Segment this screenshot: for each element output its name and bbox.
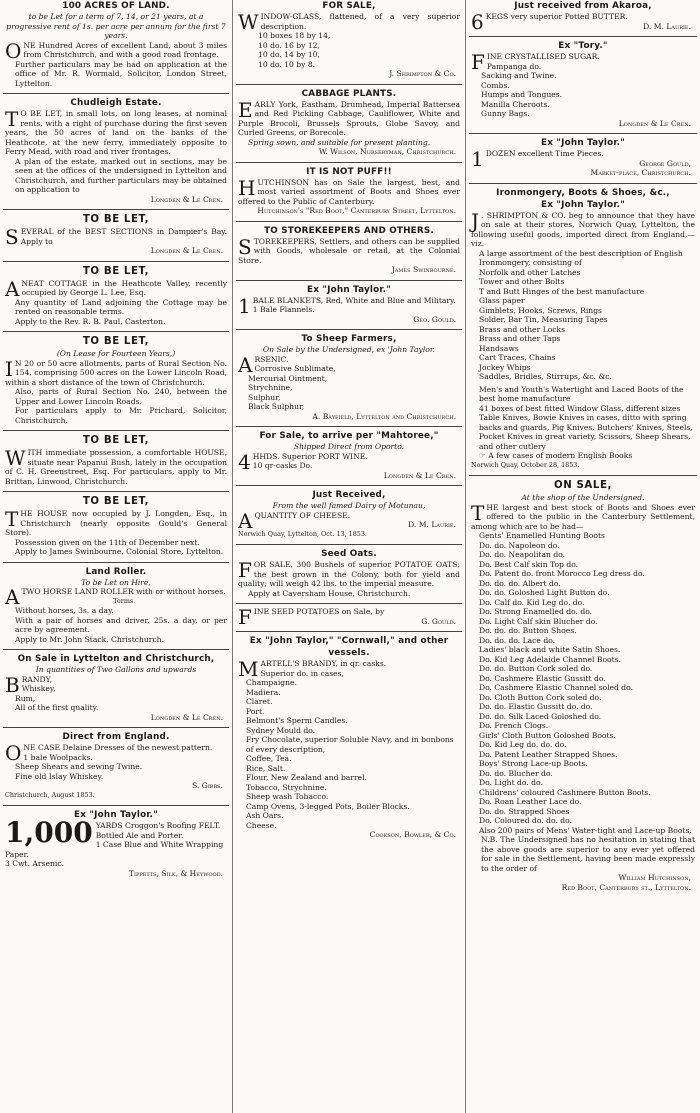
drop-cap: T [5, 107, 19, 131]
ad-signature: J. Shrimpton & Co. [389, 69, 456, 78]
ad-heading: Ex "Tory." [558, 41, 608, 51]
list-item: All of the first quality. [15, 703, 99, 712]
ad-heading: TO BE LET, [82, 214, 150, 225]
column-1 [3, 0, 229, 1113]
list-item: Do. Cashmere Elastic Gussitt do. [479, 673, 606, 683]
list-item: Do. Calf do. Kid Leg do. do. [479, 597, 585, 607]
list-item: 10 boxes 18 by 14, [258, 31, 331, 40]
ad-date: Christchurch, August 1853. [5, 790, 95, 799]
list-item: Saddles, Bridles, Stirrups, &c. &c. [479, 372, 612, 381]
ad-text: NEAT COTTAGE in the Heathcote Valley, recently occupied by George L. Lee, Esq. [21, 278, 227, 297]
drop-cap: 1,000 [5, 816, 93, 849]
ad-heading: Land Roller. [85, 566, 147, 577]
list-item: Do. Patent do. front Morocco Leg dress do. [479, 569, 645, 578]
ad-port-wine [236, 430, 462, 483]
ad-blankets [236, 284, 462, 328]
ad-acres [3, 0, 229, 91]
list-item: Do. do. Elastic Gussitt do. do. [479, 702, 593, 711]
ad-signature: Tippetts, Silk, & Heywood. [128, 868, 223, 878]
list-item: Do. do. do. Button Shoes. [479, 626, 577, 635]
ad-text: YARDS Croggon's Roofing FELT. [95, 821, 221, 830]
ad-signature: D. M. Laurie. [643, 21, 691, 31]
ad-signature: G. Gould. [421, 616, 456, 626]
ad-roofing-felt [3, 809, 229, 881]
list-item: Gents' Enamelled Hunting Boots [479, 531, 605, 540]
ad-heading: FOR SALE, [322, 1, 376, 11]
list-item: Glass paper [479, 296, 525, 305]
ad-heading: TO BE LET, [82, 265, 150, 277]
ad-heading: Ex "John Taylor." [541, 138, 625, 148]
list-item: Do. Light do. do. [479, 778, 543, 787]
list-item: Do. do. do. Albert do. [479, 578, 561, 588]
list-item: Ladies' black and white Satin Shoes. [479, 645, 621, 654]
list-item: Gimblets, Hooks, Screws, Rings [479, 305, 602, 315]
drop-cap: S [238, 234, 252, 259]
ad-text: ITH immediate possession, a comfortable HOUSE, situate near Papanui Bush, lately in the occupation of C. H. Greenstreet, Esq. For particulars, apply to Mr. Brittan, Linwood, Christchurch. [5, 448, 227, 486]
ad-heading: TO BE LET, [82, 496, 150, 507]
list-item: Black Sulphur, [248, 402, 305, 411]
ad-text: DOZEN excellent Time Pieces. [485, 149, 604, 158]
drop-cap: F [238, 558, 252, 582]
list-item: Gunny Bags. [481, 109, 530, 118]
ad-text: TOREKEEPERS, Settlers, and others can be supplied with Goods, wholesale or retail, at the Colonial Store. [238, 236, 460, 265]
ad-subheading: At the shop of the Undersigned. [521, 493, 645, 502]
list-item: 10 qr-casks Do. [252, 461, 313, 470]
ad-text: O BE LET, in small lots, on long leases, at nominal rents, with a right of purchase during the first seven years, the 50 acres of land on the banks of the Heathcote, at the new ferry, immediately opposite to Ferry Mead, with road and river frontages. [5, 109, 227, 156]
list-item: Brass and other Locks [479, 324, 566, 334]
ad-heading: Just received from Akaroa, [514, 1, 652, 11]
ad-tory [469, 40, 697, 131]
ad-text: INE SEED POTATOES on Sale, by [253, 607, 385, 616]
list-item: Do. do. Goloshed Light Button do. [479, 588, 610, 597]
ad-chudleigh [3, 97, 229, 207]
ad-house-longden [3, 495, 229, 560]
drop-cap: A [5, 276, 20, 301]
list-item: Champaigne. [246, 678, 297, 687]
list-item: Do. do. Napoleon do. [479, 540, 560, 550]
drop-cap: 6 [471, 10, 484, 34]
ad-lease [3, 335, 229, 428]
list-item: Boys' Strong Lace-up Boots. [479, 759, 588, 768]
ad-seed-oats [236, 548, 462, 601]
ad-signature: Market-place, Christchurch. [590, 168, 691, 177]
goods-list [471, 249, 695, 382]
drop-cap: 4 [238, 449, 251, 474]
list-item: Port. [246, 706, 265, 716]
ad-text: HHDS. Superior PORT WINE. [252, 451, 368, 461]
list-item: 10 do. 14 by 10, [258, 50, 320, 59]
list-item: Cheese. [246, 820, 277, 830]
drop-cap: 1 [471, 147, 484, 171]
ad-text: Any quantity of Land adjoining the Cottage may be rented on reasonable terms. [15, 297, 227, 316]
ad-text: RSENIC. [254, 354, 289, 364]
drop-cap: I [5, 356, 13, 381]
ad-signature: Longden & Le Cren. [150, 246, 223, 255]
list-item: Tobacco, Strychnine. [246, 782, 327, 792]
ad-date: Norwich Quay, Lyttelton, Oct. 13, 1853. [238, 529, 367, 538]
ad-signature: Longden & Le Cren. [383, 470, 456, 480]
ad-subheading: From the well famed Dairy of Motunau, [272, 501, 426, 510]
list-item: Sacking and Twine. [481, 71, 557, 80]
list-item: Do. do. do. Lace do. [479, 635, 556, 645]
list-item: Do. Roan Leather Lace do. [479, 797, 582, 806]
drop-cap: O [5, 38, 22, 63]
column-3 [469, 0, 697, 1113]
ad-heading: Ex "John Taylor." [74, 810, 158, 820]
list-item: Rum, [15, 693, 36, 703]
ad-direct-england [3, 731, 229, 803]
ad-heading: ON SALE, [553, 480, 613, 491]
list-item: Rice, Salt. [246, 763, 286, 773]
drop-cap: F [238, 605, 252, 629]
goods-list [471, 385, 695, 461]
list-item: Do. Kid Leg do. do. do. [479, 740, 567, 749]
ad-text: KEGS very superior Potted BUTTER. [485, 12, 628, 21]
ad-subheading: Shipped Direct from Oporto. [293, 442, 405, 451]
list-item: Childrens' coloured Cashmere Button Boots. [479, 787, 651, 797]
list-item: Sheep Shears and sewing Twine. [15, 762, 143, 771]
drop-cap: 1 [238, 293, 251, 318]
ad-text: Possession given on the 11th of December next. [15, 537, 200, 547]
list-item: Also 200 pairs of Mens' Water-tight and Lace-up Boots. [479, 825, 692, 835]
list-item: Do. Coloured do. do. do. [479, 816, 572, 825]
ad-text: N 20 or 50 acre allotments, parts of Rural Section No. 154, comprising 500 acres on the Lower Lincoln Road, within a short distance of the town of Christchurch. [5, 358, 227, 387]
ad-heading: Ex "John Taylor." [307, 284, 391, 295]
list-item: T and Butt Hinges of the best manufacture [479, 286, 645, 296]
list-item: 1 Bale Flannels. [252, 305, 315, 314]
ad-heading: IT IS NOT PUFF!! [306, 166, 392, 177]
ad-seed-potatoes [236, 607, 462, 629]
list-item: Pampanga do. [486, 61, 542, 71]
ad-heading: Ironmongery, Boots & Shoes, &c., [496, 187, 670, 198]
list-item: Bottled Ale and Porter. [95, 830, 184, 840]
ad-heading: Direct from England. [62, 732, 170, 742]
list-item: Do. do. Blucher do. [479, 768, 553, 778]
ad-text: . SHRIMPTON & CO. beg to announce that they have on sale at their stores, Norwich Quay, Lyttelton, the following useful goods, imported direct from England,—viz. [471, 210, 695, 248]
ad-sections [3, 213, 229, 259]
ad-text: A plan of the estate, marked out in sections, may be seen at the offices of the undersigned in Lyttelton and Christchurch, and further particulars may be obtained on application to [15, 156, 227, 194]
list-item: Girls' Cloth Button Goloshed Boots. [479, 730, 616, 740]
ad-text: With a pair of horses and driver, 25s. a day, or per acre by agreement. [15, 615, 227, 634]
ad-heading: Ex "John Taylor." [541, 199, 625, 210]
ad-signature: Longden & Le Cren. [618, 118, 691, 128]
list-item: Manilla Cheroots. [481, 99, 550, 109]
list-item: 10 do. 10 by 8. [258, 59, 316, 69]
ad-time-pieces [469, 137, 697, 181]
list-item: 3 Cwt. Arsenic. [5, 859, 64, 868]
ad-text: NE Hundred Acres of excellent Land, about 3 miles from Christchurch, and with a good road frontage. [23, 40, 227, 59]
drop-cap: W [5, 446, 26, 470]
ad-heading: On Sale in Lyttelton and Christchurch, [17, 654, 215, 664]
list-item: Do. do. Neapolitan do. [479, 550, 566, 559]
ad-text: Further particulars may be had on application at the office of Mr. R. Wormald, Solicitor, London Street, Lyttelton. [15, 59, 227, 88]
column-2 [236, 0, 462, 1113]
ad-text: RANDY, [21, 674, 53, 684]
list-item: Do. Cashmere Elastic Channel soled do. [479, 683, 633, 692]
list-item: Superior do. in cases, [260, 668, 344, 678]
drop-cap: A [5, 585, 20, 609]
ad-text: TWO HORSE LAND ROLLER with or without horses. [21, 587, 226, 596]
ad-signature: Geo. Gould. [413, 314, 456, 324]
ad-brandy [3, 653, 229, 725]
list-item: Do. Light Calf skin Blucher do. [479, 616, 598, 626]
ad-heading: TO BE LET, [82, 435, 150, 446]
list-item: Coffee, Tea. [246, 754, 292, 763]
ad-heading: For Sale, to arrive per "Mahtoree," [259, 431, 439, 441]
drop-cap: A [238, 352, 253, 377]
ad-signature: S. Gibbs. [192, 781, 223, 790]
list-item: Do. Kid Leg Adelaide Channel Boots. [479, 654, 621, 664]
column-rule [465, 0, 466, 1113]
ad-not-puff [236, 166, 462, 219]
ad-text: N.B. The Undersigned has no hesitation in stating that the above goods are superior to any ever yet offered for sale in the Settlement, having been made expressly to the order of [481, 835, 695, 873]
ad-text: HE HOUSE now occupied by J. Longden, Esq., in Christchurch (nearly opposite Gould's General Store). [5, 509, 227, 537]
column-rule [232, 0, 233, 1113]
ad-heading: Seed Oats. [321, 549, 377, 559]
ad-text: Apply to Mr. John Stack, Christchurch. [15, 634, 164, 644]
ad-subheading: (On Lease for Fourteen Years,) [56, 349, 176, 358]
ad-text: OR SALE, 300 Bushels of superior POTATOE OATS; the best grown in the Colony, both for yield and quality; will weigh 42 lbs. to the imperial measure. [238, 560, 460, 588]
list-item: Men's and Youth's Watertight and Laced Boots of the best home manufacture [479, 384, 684, 403]
ad-signature: Hutchinson's "Red Boot," Canterbury Street, Lyttelton. [257, 206, 456, 215]
ad-text: Apply at Caversham House, Christchurch. [248, 588, 411, 598]
goods-list [471, 531, 695, 835]
drop-cap: S [5, 225, 19, 249]
ad-text: INDOW-GLASS, flattened, of a very superior description. [260, 12, 460, 31]
ad-window-glass [236, 0, 462, 82]
goods-list [238, 669, 460, 831]
ad-storekeepers [236, 225, 462, 278]
ad-text: ARTELL'S BRANDY, in qr. casks. [260, 659, 387, 668]
ad-date: Norwich Quay, October 28, 1853. [471, 460, 580, 469]
ad-text: ARLY York, Eastham, Drumhead, Imperial Battersea and Red Pickling Cabbage, Cauliflower, White and Purple Brocoli, Brussels Sprouts, Globe Savoy, and Curled Greens, or Borecole. [238, 99, 460, 137]
ad-signature: Longden & Le Cren. [150, 194, 223, 204]
ad-ironmongery [469, 187, 697, 474]
ad-on-sale-boots [469, 479, 697, 895]
ad-martell [236, 635, 462, 843]
drop-cap: T [471, 500, 485, 525]
list-item: Solder, Bar Tin, Measuring Tapes [479, 315, 608, 324]
ad-land-roller [3, 566, 229, 648]
list-item: Mercurial Ointment, [248, 373, 328, 383]
list-item: A large assortment of the best description of English Ironmongery, consisting of [479, 248, 683, 267]
list-item: 41 boxes of best fitted Window Glass, different sizes [479, 403, 681, 413]
ad-heading: 100 ACRES OF LAND. [62, 1, 170, 11]
drop-cap: M [238, 657, 259, 681]
ad-text: Apply to the Rev. R. B. Paul, Casterton. [15, 316, 166, 326]
drop-cap: W [238, 10, 259, 34]
ad-heading: Chudleigh Estate. [70, 98, 162, 108]
ad-text: Without horses, 3s. a day. [15, 606, 114, 615]
ad-text: For particulars apply to Mr. Prichard, Solicitor, Christchurch. [15, 406, 227, 425]
ad-heading: To Sheep Farmers, [301, 334, 397, 344]
ad-signature: George Gould, [639, 158, 691, 168]
list-item: Do. Cloth Button Cork soled do. [479, 692, 602, 702]
drop-cap: A [238, 508, 253, 533]
ad-signature: Cookson, Bowler, & Co. [369, 830, 456, 839]
ad-house-papanui [3, 434, 229, 489]
ad-text: BALE BLANKETS, Red, White and Blue and Military. [252, 295, 456, 305]
drop-cap: H [238, 175, 256, 200]
ad-signature: Longden & Le Cren. [150, 712, 223, 722]
list-item: Claret. [246, 697, 273, 706]
list-item: Table Knives, Bowie Knives in cases, ditto with spring backs and guards, Pig Knives, Butchers' Knives, Steels, Pocket Knives in great variety, Scissors, Sheep Shears, and other cutlery [479, 413, 693, 451]
list-item: Do. do. Silk Laced Goloshed do. [479, 711, 602, 721]
list-item: Strychnine, [248, 383, 293, 392]
ad-subheading: On Sale by the Undersigned, ex 'John Taylor. [262, 345, 436, 354]
drop-cap: T [5, 507, 19, 531]
list-item: 1 bale Woolpacks. [23, 752, 93, 762]
ad-sheep-farmers [236, 333, 462, 424]
ad-text: UTCHINSON has on Sale the largest, best, and most varied assortment of Boots and Shoes ever offered to the Public of Canterbury. [238, 177, 460, 206]
list-item: Sulphur, [248, 392, 281, 402]
list-item: 10 do. 16 by 12, [258, 40, 320, 50]
list-item: Do. French Clogs. [479, 721, 549, 730]
ad-heading: TO STOREKEEPERS AND OTHERS. [264, 225, 434, 236]
ad-signature: Red Boot, Canterbury st., Lyttelton. [561, 882, 691, 892]
ad-cottage [3, 265, 229, 330]
drop-cap: B [5, 672, 20, 697]
list-item: Corrosive Sublimate, [254, 364, 336, 373]
ad-cheese [236, 489, 462, 542]
ad-signature: D. M. Laurie. [408, 520, 456, 529]
ad-heading: CABBAGE PLANTS. [301, 88, 397, 99]
list-item: Do. Patent Leather Strapped Shoes. [479, 749, 618, 759]
drop-cap: J [471, 208, 480, 233]
list-item: Whiskey, [21, 684, 56, 693]
ad-heading: Ex "John Taylor," "Cornwall," and other vessels. [249, 636, 449, 658]
ad-text: Terms. [113, 596, 136, 605]
list-item: Sydney Mould do. [246, 725, 316, 735]
list-item: Do. Strong Enamelled do. do. [479, 607, 593, 616]
list-item: Cart Traces, Chains [479, 353, 556, 362]
ad-cabbage [236, 88, 462, 160]
list-item: Handsaws [479, 343, 519, 353]
ad-heading: TO BE LET, [82, 336, 150, 347]
list-item: Belmont's Sperm Candles. [246, 716, 348, 725]
drop-cap: O [5, 741, 22, 765]
ad-subheading: To be Let on Hire, [81, 577, 151, 587]
ad-signature: James Swinbourne. [391, 265, 456, 274]
list-item: ☞ A few cases of modern English Books [479, 451, 633, 460]
ad-text: Spring sown, and suitable for present planting. [248, 137, 431, 147]
ad-subheading: to be Let for a term of 7, 14, or 21 years, at a progressive rent of 1s. per acre per annum for the first 7 years. [6, 12, 226, 40]
ad-signature: W. Wilson, Nurseryman, Christchurch. [318, 147, 456, 156]
ad-akaroa-butter [469, 0, 697, 34]
list-item: Brass and other Taps [479, 334, 561, 343]
ad-text: EVERAL of the BEST SECTIONS in Dampier's Bay. Apply to [20, 227, 227, 246]
list-item: Humps and Tongues. [481, 90, 563, 99]
list-item: 1 Case Blue and White Wrapping Paper. [5, 840, 224, 859]
ad-heading: Just Received, [312, 490, 386, 500]
list-item: Fine old Islay Whiskey. [15, 771, 104, 781]
list-item: Do. do. Strapped Shoes [479, 806, 570, 816]
ad-text: INE CRYSTALLISED SUGAR. [486, 52, 600, 61]
ad-signature: William Hutchinson, [618, 873, 691, 882]
list-item: Camp Ovens, 3-legged Pots, Boiler Blocks. [246, 801, 410, 811]
list-item: Ash Oars. [246, 811, 284, 820]
drop-cap: E [238, 97, 253, 122]
ad-subheading: In quantities of Two Gallons and upwards [35, 665, 197, 674]
ad-signature: A. Bayfield, Lyttelton and Christchurch. [312, 411, 456, 421]
ad-text: Apply to James Swinbourne, Colonial Store, Lyttelton. [15, 547, 224, 556]
list-item: Combs. [481, 80, 510, 90]
ad-text: QUANTITY OF CHEESE. [254, 510, 351, 520]
ad-text: HE largest and best stock of Boots and Shoes ever offered to the public in the Canterbury Settlement, among which are to be had— [471, 502, 695, 531]
list-item: Do. do. Button Cork soled do. [479, 664, 593, 673]
list-item: Jockey Whips [479, 362, 531, 372]
list-item: Fry Chocolate, superior Soluble Navy, and in bonbons of every description, [246, 735, 454, 754]
list-item: Do. Best Calf skin Top do. [479, 559, 579, 569]
ad-text: Also, parts of Rural Section No. 240, between the Upper and Lower Lincoln Roads. [15, 387, 227, 406]
list-item: Sheep wash Tobacco. [246, 792, 329, 801]
list-item: Norfolk and other Latches [479, 267, 581, 277]
drop-cap: F [471, 50, 485, 74]
list-item: Madiera. [246, 687, 281, 697]
list-item: Tower and other Bolts [479, 277, 565, 286]
ad-text: NE CASE Delaine Dresses of the newest pattern. [23, 743, 213, 752]
list-item: Flour, New Zealand and barrel. [246, 773, 367, 782]
